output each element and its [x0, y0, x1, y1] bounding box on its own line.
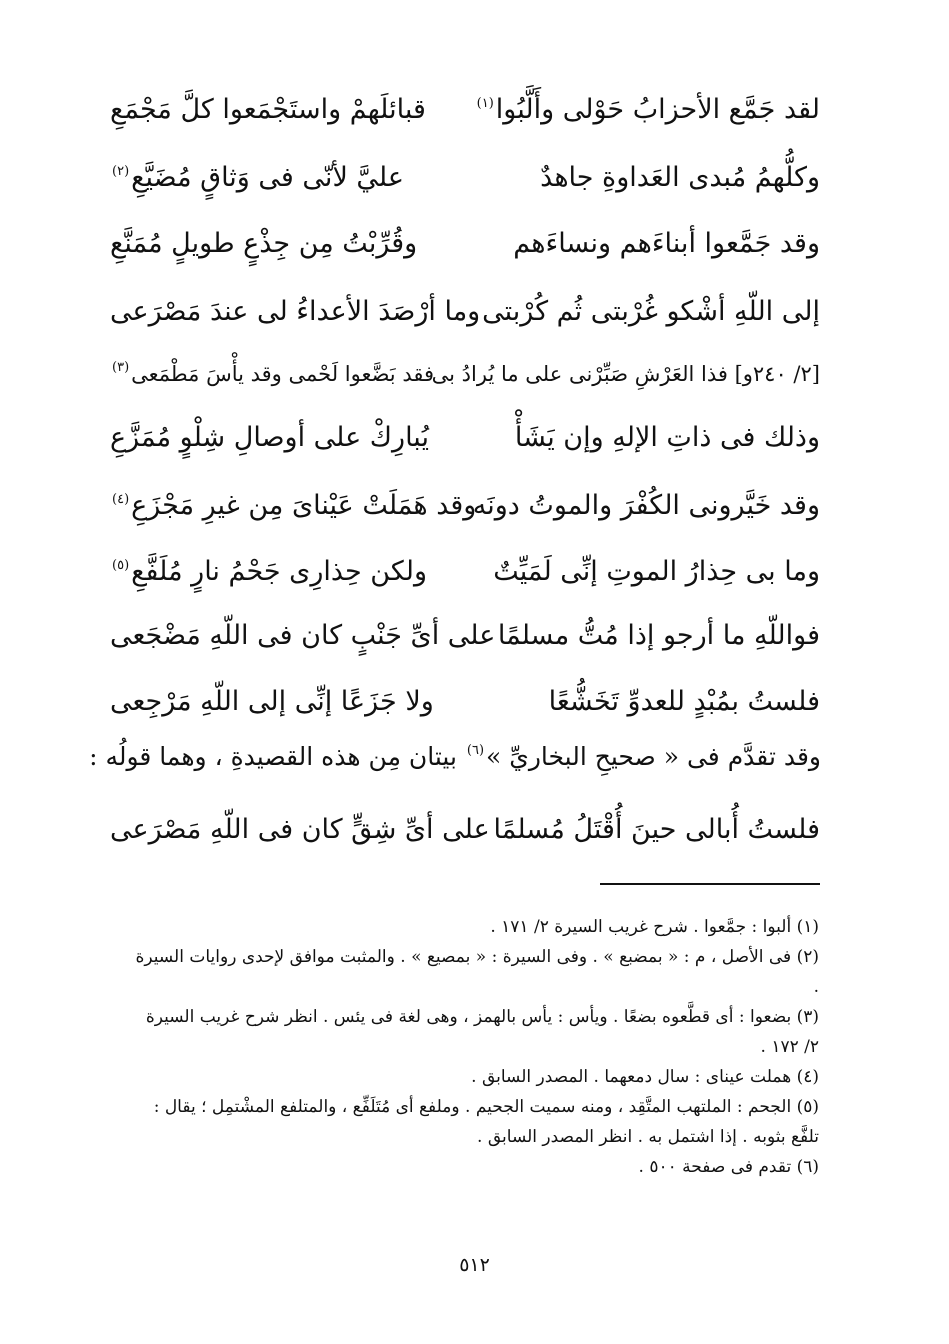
verse-first-hemistich: لقد جَمَّع الأحزابُ حَوْلى وأَلَّبُوا$^{(١)}$ — [476, 94, 820, 125]
verse-first-hemistich: وكلُّهمُ مُبدى العَداوةِ جاهدٌ — [540, 162, 820, 193]
verse-first-hemistich: وما بى حِذارُ الموتِ إنِّى لَمَيِّتٌ — [493, 556, 820, 587]
verse-second-hemistich: فقد بَضَّعوا لَحْمى وقد يأْسَ مَطْمَعى$^{(٣)}$ — [112, 360, 434, 386]
verse-second-hemistich: وقُرِّبْتُ مِن جِذْعٍ طويلٍ مُمَنَّعِ — [110, 228, 418, 259]
footnotes — [129, 912, 819, 1182]
verse-line — [110, 412, 820, 464]
verse-first-hemistich: وقد جَمَّعوا أبناءَهم ونساءَهم — [513, 228, 820, 259]
footnote-ref: (٣) — [112, 360, 130, 375]
verse-line — [110, 480, 820, 532]
page-number: ٥١٢ — [459, 1254, 490, 1276]
footnote-ref: (٥) — [112, 558, 130, 573]
verse-second-hemistich: عليَّ لأنّى فى وَثاقٍ مُضَيَّعِ$^{(٢)}$ — [112, 162, 404, 193]
footnote: (٦) تقدم فى صفحة ٥٠٠ . — [638, 1157, 819, 1177]
footnote: (١) ألبوا : جمَّعوا . شرح غريب السيرة ٢/ ١٧١ . — [490, 917, 819, 937]
verse-line — [110, 610, 820, 662]
footnote-ref: (١) — [476, 96, 494, 111]
verse-second-hemistich: وقد هَمَلَتْ عَيْناىَ مِن غيرِ مَجْزَعِ$^{(٤)}$ — [112, 490, 477, 521]
verse-line — [110, 348, 820, 400]
prose-paragraph: وقد تقدَّم فى « صحيحِ البخاريِّ »$^{(٦)}$ بيتان مِن هذه القصيدةِ ، وهما قولُه : — [89, 742, 821, 771]
verse-first-hemistich: وقد خَيَّرونى الكُفْرَ والموتُ دونَه — [472, 490, 820, 521]
verse-first-hemistich: وذلك فى ذاتِ الإلهِ وإن يَشَأْ — [514, 422, 820, 453]
verse-line — [110, 676, 820, 728]
verse-second-hemistich: على أىِّ جَنْبٍ كان فى اللّهِ مَضْجَعى — [110, 620, 496, 651]
footnote-ref: (٤) — [112, 492, 130, 507]
verse-second-hemistich: ولا جَزَعًا إنِّى إلى اللّهِ مَرْجِعى — [110, 686, 434, 717]
footnote: (٤) هملت عيناى : سال دمعهما . المصدر السابق . — [471, 1067, 819, 1087]
verse-line — [110, 546, 820, 598]
footnote-ref: (٢) — [112, 164, 130, 179]
verse-first-hemistich: فلستُ أُبالى حينَ أُقْتَلُ مُسلمًا — [493, 814, 820, 845]
footnote-ref: (٦) — [466, 743, 485, 758]
quoted-verse-line — [110, 804, 820, 856]
verse-line — [110, 152, 820, 204]
footnote: (٥) الجحم : الملتهب المتَّقِد ، ومنه سميت الجحيم . وملفع أى مُتَلَفِّع ، والمتلفع المشْتمِل ؛ يقال : تلفَّع بثوبه . إذا اشتمل به . انظر المصدر السابق . — [153, 1097, 819, 1147]
verse-line — [110, 84, 820, 136]
verse-second-hemistich: قبائلَهمْ واستَجْمَعوا كلَّ مَجْمَعِ — [110, 94, 426, 125]
verse-second-hemistich: على أىِّ شِقٍّ كان فى اللّهِ مَصْرَعى — [110, 814, 490, 845]
verse-first-hemistich: [٢/ ٢٤٠و] فذا العَرْشِ صَبِّرْنى على ما يُرادُ بى — [431, 362, 820, 386]
verse-line — [110, 286, 820, 338]
footnote: (٣) بضعوا : أى قطَّعوه بضعًا . ويأس : يأس بالهمز ، وهى لغة فى يئس . انظر شرح غريب السيرة ٢/ ١٧٢ . — [145, 1007, 819, 1057]
verse-second-hemistich: ولكن حِذارِى جَحْمُ نارٍ مُلَفَّعِ$^{(٥)}$ — [112, 556, 428, 587]
footnote: (٢) فى الأصل ، م : « بمضبع » . وفى السيرة : « بمصيع » . والمثبت موافق لإحدى روايات السيرة . — [135, 947, 819, 997]
verse-first-hemistich: إلى اللّهِ أشْكو غُرْبتى ثُم كُرْبتى — [482, 296, 820, 327]
verse-first-hemistich: فواللّهِ ما أرجو إذا مُتُّ مسلمًا — [497, 620, 820, 651]
verse-first-hemistich: فلستُ بمُبْدٍ للعدوِّ تَخَشُّعًا — [548, 686, 820, 717]
footnote-divider — [600, 883, 820, 885]
verse-second-hemistich: يُبارِكْ على أوصالِ شِلْوٍ مُمَزَّعِ — [110, 422, 429, 453]
verse-second-hemistich: وما أرْصَدَ الأعداءُ لى عندَ مَصْرَعى — [110, 296, 481, 327]
verse-line — [110, 218, 820, 270]
